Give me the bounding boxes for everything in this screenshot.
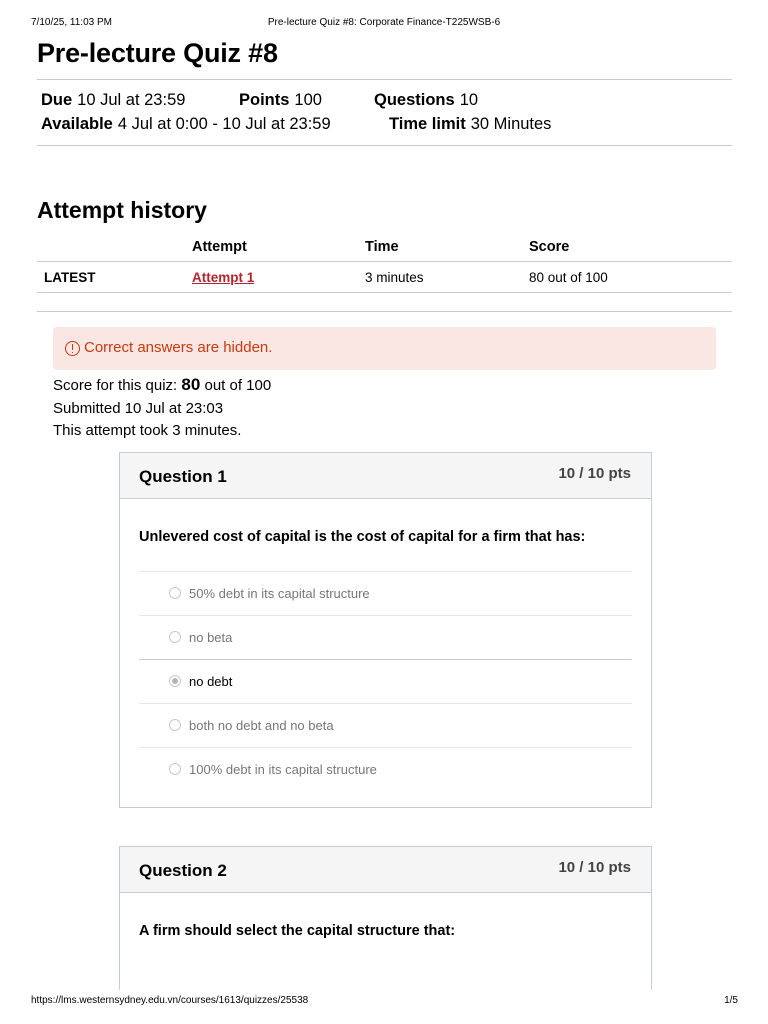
print-page-number: 1/5: [724, 995, 738, 1006]
answer-label: no beta: [189, 630, 233, 645]
table-row: [37, 261, 732, 293]
attempt-time: 3 minutes: [365, 270, 424, 285]
question-header: [120, 847, 651, 893]
answer-option[interactable]: [139, 615, 632, 659]
radio-button[interactable]: [169, 587, 181, 599]
question-title: Question 2: [139, 861, 227, 880]
divider: [37, 145, 732, 146]
radio-button-checked[interactable]: [169, 675, 181, 687]
print-footer: [0, 995, 768, 1009]
time-limit-label: Time limit: [389, 115, 466, 133]
answer-label: 50% debt in its capital structure: [189, 586, 370, 601]
points-label: Points: [239, 91, 290, 109]
question-1: [119, 452, 652, 808]
attempt-duration: This attempt took 3 minutes.: [53, 422, 242, 439]
answer-option[interactable]: [139, 703, 632, 747]
answer-option[interactable]: [139, 571, 632, 615]
available-info: [41, 115, 331, 134]
question-title: Question 1: [139, 467, 227, 486]
available-value: 4 Jul at 0:00 - 10 Jul at 23:59: [117, 115, 331, 133]
quiz-score: [53, 375, 271, 395]
warning-circle-icon: [65, 341, 80, 356]
question-points: 10 / 10 pts: [558, 859, 631, 876]
time-limit-value: 30 Minutes: [470, 115, 552, 133]
questions-value: 10: [459, 91, 479, 109]
score-suffix: out of 100: [204, 377, 272, 394]
questions-info: [374, 91, 478, 110]
answer-option-selected[interactable]: [139, 659, 632, 703]
due-value: 10 Jul at 23:59: [77, 91, 186, 109]
due-label: Due: [41, 91, 73, 109]
questions-label: Questions: [374, 91, 455, 109]
answer-label: 100% debt in its capital structure: [189, 762, 377, 777]
question-header: [120, 453, 651, 499]
time-limit-info: [389, 115, 551, 134]
points-value: 100: [294, 91, 322, 109]
divider: [37, 79, 732, 80]
score-prefix: Score for this quiz:: [53, 377, 178, 394]
score-value: 80: [181, 375, 201, 394]
print-doc-title: Pre-lecture Quiz #8: Corporate Finance-T225WSB-6: [267, 17, 501, 28]
answer-option[interactable]: [139, 747, 632, 791]
answer-list: [139, 571, 632, 791]
submitted-time: Submitted 10 Jul at 23:03: [53, 400, 224, 417]
print-url: https://lms.westernsydney.edu.vn/courses/1613/quizzes/25538: [31, 995, 309, 1006]
print-datetime: 7/10/25, 11:03 PM: [31, 17, 112, 28]
attempt-history-title: Attempt history: [37, 197, 207, 223]
radio-button[interactable]: [169, 719, 181, 731]
answer-label: both no debt and no beta: [189, 718, 334, 733]
column-header-attempt: Attempt: [192, 239, 247, 255]
radio-button[interactable]: [169, 763, 181, 775]
question-2: [119, 846, 652, 990]
column-header-time: Time: [365, 239, 399, 255]
points-info: [239, 91, 322, 110]
question-text: Unlevered cost of capital is the cost of capital for a firm that has:: [139, 529, 586, 545]
table-header: [37, 237, 732, 261]
due-info: [41, 91, 185, 110]
question-text: A firm should select the capital structure that:: [139, 923, 456, 939]
divider: [37, 311, 732, 312]
page-title: Pre-lecture Quiz #8: [37, 38, 278, 68]
question-points: 10 / 10 pts: [558, 465, 631, 482]
print-header: [0, 17, 768, 31]
radio-button[interactable]: [169, 631, 181, 643]
answer-label: no debt: [189, 674, 233, 689]
available-label: Available: [41, 115, 113, 133]
attempt-score: 80 out of 100: [529, 270, 608, 285]
correct-answers-hidden-alert: [53, 327, 716, 370]
column-header-score: Score: [529, 239, 570, 255]
latest-label: LATEST: [44, 270, 96, 285]
alert-text: Correct answers are hidden.: [84, 339, 273, 356]
attempt-1-link[interactable]: Attempt 1: [192, 270, 255, 285]
